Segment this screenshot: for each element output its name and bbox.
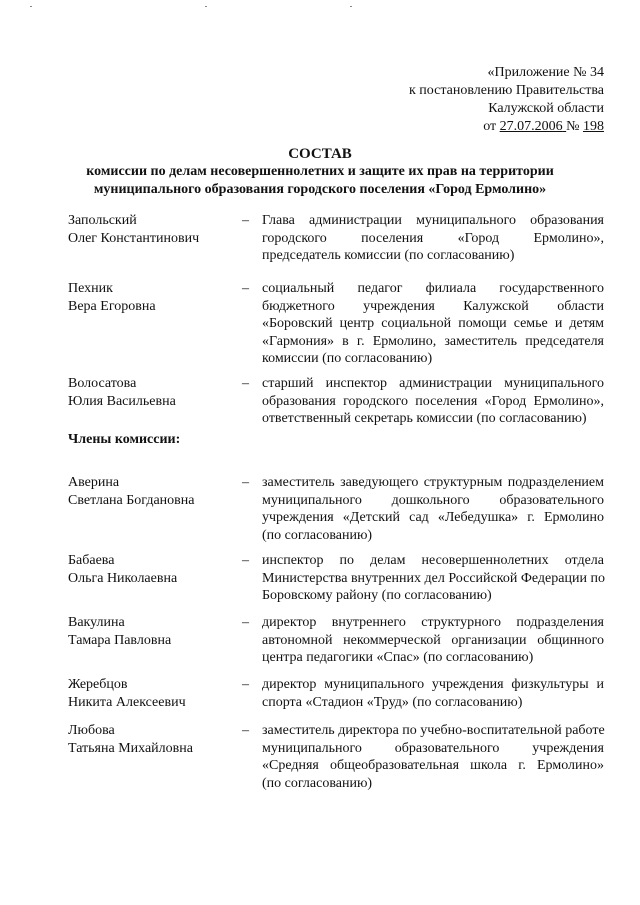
position-line: «Гармония» в г. Ермолино, заместитель председателя [262, 333, 604, 349]
scan-speck [350, 6, 352, 7]
position-line: «Боровский центр социальной помощи семье и детям [262, 316, 604, 331]
member-surname: Волосатова [68, 376, 137, 391]
number-prefix: № [566, 119, 580, 134]
position-line: центра педагогики «Спас» (по согласованию) [262, 650, 534, 665]
dash-separator: – [242, 281, 249, 296]
position-line: директор внутреннего структурного подразделения [262, 615, 604, 630]
member-given-name: Ольга Николаевна [68, 570, 178, 586]
subtitle-line: муниципального образования городского поселения «Город Ермолино» [93, 182, 547, 197]
position-line: старший инспектор администрации муниципального [262, 376, 604, 391]
position-line: учреждения «Детский сад «Лебедушка» г. Ермолино [262, 510, 604, 525]
position-line: (по согласованию) [262, 775, 373, 791]
member-position [262, 552, 604, 605]
member-name [68, 280, 238, 315]
member-name [68, 474, 238, 509]
dash-separator: – [242, 677, 249, 692]
position-line: социальный педагог филиала государственного [262, 281, 604, 296]
members-heading: Члены комиссии: [68, 432, 181, 447]
scan-speck [30, 6, 32, 7]
member-position [262, 375, 604, 428]
position-line: городского поселения «Город Ермолино», [262, 230, 604, 246]
position-line: директор муниципального учреждения физкультуры и [262, 677, 604, 692]
appendix-date-line [409, 118, 604, 136]
member-name [68, 722, 238, 757]
member-name [68, 375, 238, 410]
appendix-header [409, 64, 604, 136]
page-subtitle [0, 163, 640, 199]
position-line: заместитель директора по учебно-воспитательной работе [262, 723, 605, 738]
position-line: муниципального образовательного учреждения [262, 740, 604, 756]
member-position [262, 614, 604, 667]
member-given-name: Никита Алексеевич [68, 694, 186, 710]
position-line: ответственный секретарь комиссии (по согласованию) [262, 411, 587, 426]
member-given-name: Тамара Павловна [68, 632, 172, 648]
member-surname: Жеребцов [68, 677, 128, 692]
date-prefix: от [483, 119, 497, 134]
member-position [262, 676, 604, 711]
position-line: заместитель заведующего структурным подразделением [262, 475, 604, 490]
position-line: (по согласованию) [262, 527, 373, 543]
member-surname: Бабаева [68, 553, 115, 568]
member-surname: Аверина [68, 475, 120, 490]
member-position [262, 280, 604, 368]
dash-separator: – [242, 723, 249, 738]
page-title: СОСТАВ [288, 146, 352, 162]
member-given-name: Олег Константинович [68, 230, 200, 246]
dash-separator: – [242, 376, 249, 391]
subtitle-line: комиссии по делам несовершеннолетних и защите их прав на территории [86, 164, 554, 179]
dash-separator: – [242, 475, 249, 490]
member-given-name: Юлия Васильевна [68, 393, 176, 409]
appendix-resolution: к постановлению Правительства [408, 83, 604, 98]
member-name [68, 614, 238, 649]
position-line: муниципального дошкольного образовательного [262, 492, 604, 508]
dash-separator: – [242, 553, 249, 568]
member-surname: Запольский [68, 213, 137, 228]
appendix-number: «Приложение № 34 [487, 65, 604, 80]
position-line: образования городского поселения «Город Ермолино», [262, 393, 604, 409]
position-line: Боровскому району (по согласованию) [262, 588, 492, 603]
scan-speck [205, 6, 207, 7]
position-line: спорта «Стадион «Труд» (по согласованию) [262, 694, 523, 710]
member-given-name: Вера Егоровна [68, 298, 156, 314]
member-surname: Вакулина [68, 615, 125, 630]
position-line: «Средняя общеобразовательная школа г. Ермолино» [262, 758, 604, 773]
member-position [262, 474, 604, 544]
position-line: Министерства внутренних дел Российской Федерации по [262, 570, 605, 586]
member-name [68, 212, 238, 247]
position-line: бюджетного учреждения Калужской области [262, 298, 604, 314]
member-name [68, 552, 238, 587]
resolution-number: 198 [583, 119, 604, 134]
member-name [68, 676, 238, 711]
position-line: Глава администрации муниципального образования [262, 213, 604, 228]
appendix-region: Калужской области [488, 101, 604, 116]
member-surname: Пехник [68, 281, 113, 296]
member-surname: Любова [68, 723, 115, 738]
position-line: комиссии (по согласованию) [262, 351, 433, 366]
dash-separator: – [242, 615, 249, 630]
member-position [262, 212, 604, 265]
member-given-name: Светлана Богдановна [68, 492, 195, 508]
position-line: инспектор по делам несовершеннолетних отдела [262, 553, 604, 568]
member-given-name: Татьяна Михайловна [68, 740, 193, 756]
resolution-date: 27.07.2006 [499, 119, 563, 134]
dash-separator: – [242, 213, 249, 228]
position-line: автономной некоммерческой организации общинного [262, 632, 604, 648]
member-position [262, 722, 604, 792]
position-line: председатель комиссии (по согласованию) [262, 248, 515, 263]
